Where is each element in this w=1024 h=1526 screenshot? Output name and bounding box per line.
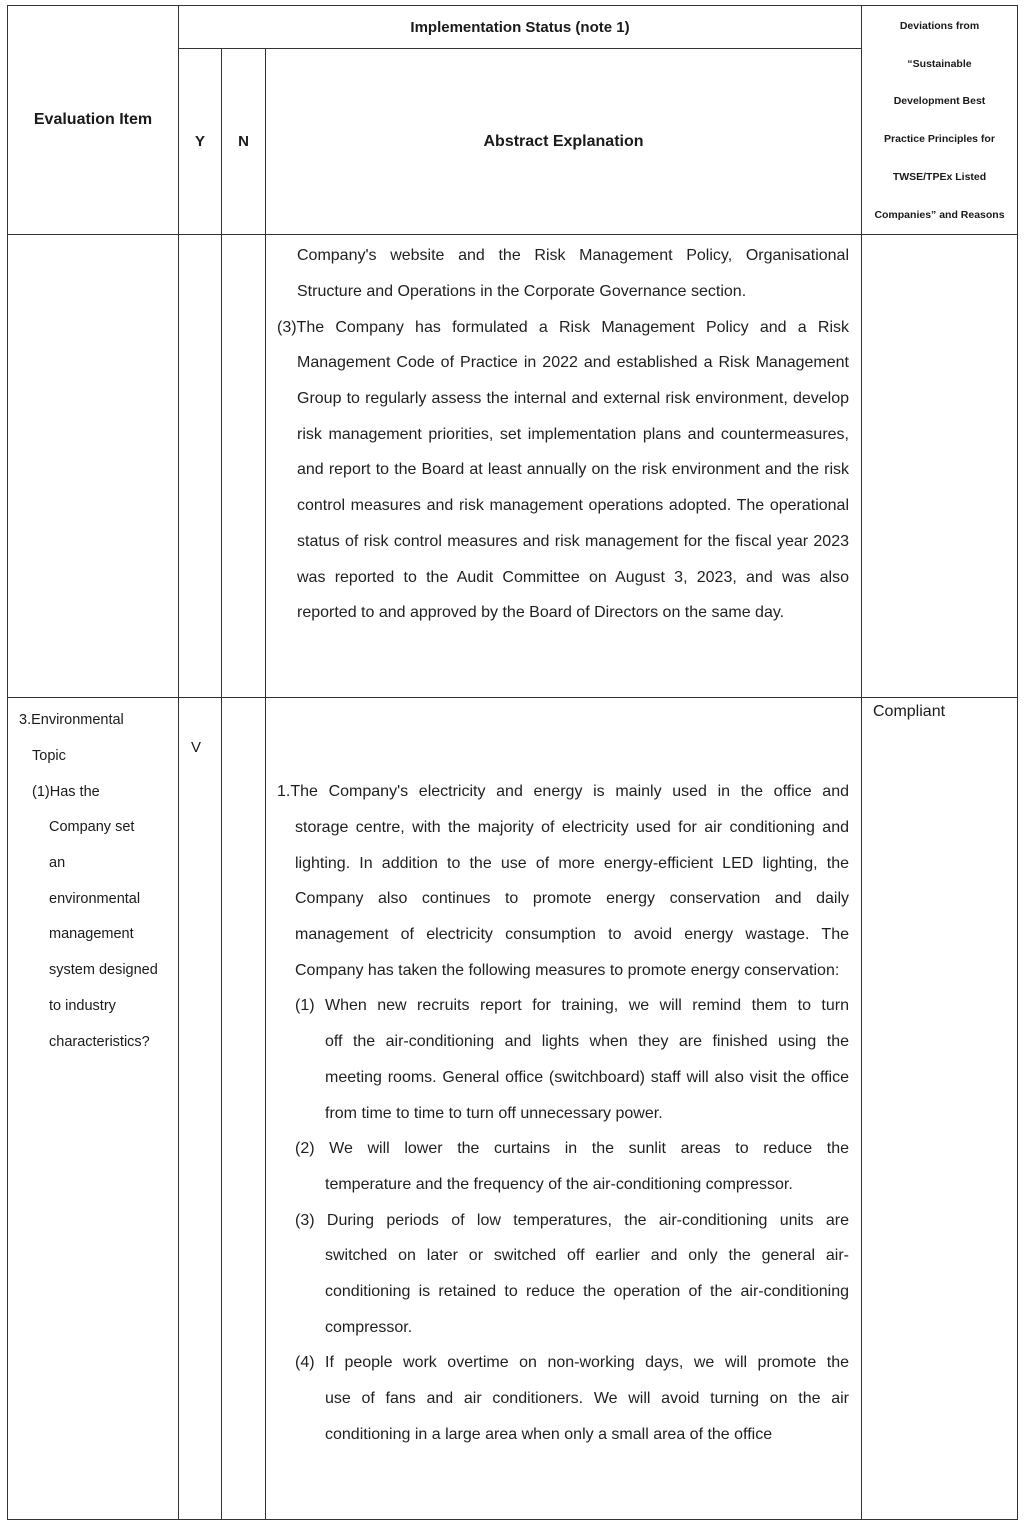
measure-3-text: switched on later or switched off earlier and only the general air-conditioning is retained to reduce the operation of the air-conditioning compressor. — [325, 1247, 849, 1336]
header-deviations — [862, 6, 1018, 235]
energy-point-1-first-line: 1.The Company's electricity and energy is mainly used in the office and — [277, 783, 849, 801]
header-abstract-explanation: Abstract Explanation — [266, 49, 862, 235]
header-implementation-status: Implementation Status (note 1) — [179, 6, 862, 49]
header-deviations-line: Development Best — [893, 95, 986, 108]
evaluation-line: (1)Has the — [32, 783, 100, 800]
header-deviations-line: Companies” and Reasons — [874, 208, 1005, 221]
evaluation-line: to industry — [49, 997, 116, 1014]
evaluation-line: system designed — [49, 962, 158, 979]
row1-deviation-cell — [862, 235, 1018, 698]
row1-evaluation-cell — [8, 235, 179, 698]
row2-deviation-compliant: Compliant — [862, 698, 1018, 1520]
evaluation-line: environmental — [49, 890, 141, 907]
evaluation-line: Topic — [32, 747, 66, 764]
header-deviations-line: TWSE/TPEx Listed — [892, 170, 987, 183]
measure-2-first-line: (2) We will lower the curtains in the sunlit areas to reduce the — [295, 1140, 849, 1158]
evaluation-line: characteristics? — [49, 1033, 150, 1050]
evaluation-table — [7, 5, 1018, 1520]
row2-n-cell — [222, 698, 266, 1520]
row2-explanation-cell — [266, 698, 862, 1520]
energy-point-1-text: storage centre, with the majority of electricity used for air conditioning and lighting. In addition to the use of more energy-efficient LED lighting, the Company also continues to promote energy conservation and daily management of electricity consumption to avoid energy wastage. The Company has taken the following measures to promote energy conservation: — [295, 818, 849, 979]
evaluation-line: management — [49, 926, 134, 943]
evaluation-line: Company set — [49, 819, 135, 836]
header-evaluation-item: Evaluation Item — [8, 6, 179, 235]
row2-y-mark: V — [179, 698, 222, 1520]
row1-n-cell — [222, 235, 266, 698]
risk-item-3-text: Management Code of Practice in 2022 and established a Risk Management Group to regularly assess the internal and external risk environment, develop risk management priorities, set implementation plans and countermeasures, and report to the Board at least annually on the risk environment and the risk control measures and risk management operations adopted. The operational status of risk control measures and risk management for the fiscal year 2023 was reported to the Audit Committee on August 3, 2023, and was also reported to and approved by the Board of Directors on the same day. — [297, 354, 849, 622]
measure-3-first-line: (3) During periods of low temperatures, the air-conditioning units are — [295, 1211, 849, 1229]
header-n: N — [222, 49, 266, 235]
row1-explanation-cell — [266, 235, 862, 698]
measure-1-text: off the air-conditioning and lights when they are finished using the meeting rooms. General office (switchboard) staff will also visit the office from time to time to turn off unnecessary power. — [325, 1033, 849, 1122]
header-deviations-line: “Sustainable — [907, 57, 972, 70]
measure-1-first-line: (1) When new recruits report for training, we will remind them to turn — [295, 997, 849, 1015]
header-y: Y — [179, 49, 222, 235]
row2-evaluation-cell — [8, 698, 179, 1520]
measure-2-text: temperature and the frequency of the air-conditioning compressor. — [325, 1175, 793, 1193]
evaluation-line: 3.Environmental — [19, 712, 124, 729]
row1-y-cell — [179, 235, 222, 698]
measure-4-text: use of fans and air conditioners. We will avoid turning on the air conditioning in a large area when only a small area of the office — [325, 1390, 849, 1443]
measure-4-first-line: (4) If people work overtime on non-working days, we will promote the — [295, 1354, 849, 1372]
header-deviations-line: Deviations from — [899, 20, 980, 32]
evaluation-line: an — [49, 855, 66, 872]
risk-policy-continuation: Company's website and the Risk Management Policy, Organisational Structure and Operations in the Corporate Governance section. — [297, 247, 849, 300]
risk-item-3-first-line: (3)The Company has formulated a Risk Management Policy and a Risk — [277, 318, 849, 336]
header-deviations-line: Practice Principles for — [884, 133, 995, 146]
